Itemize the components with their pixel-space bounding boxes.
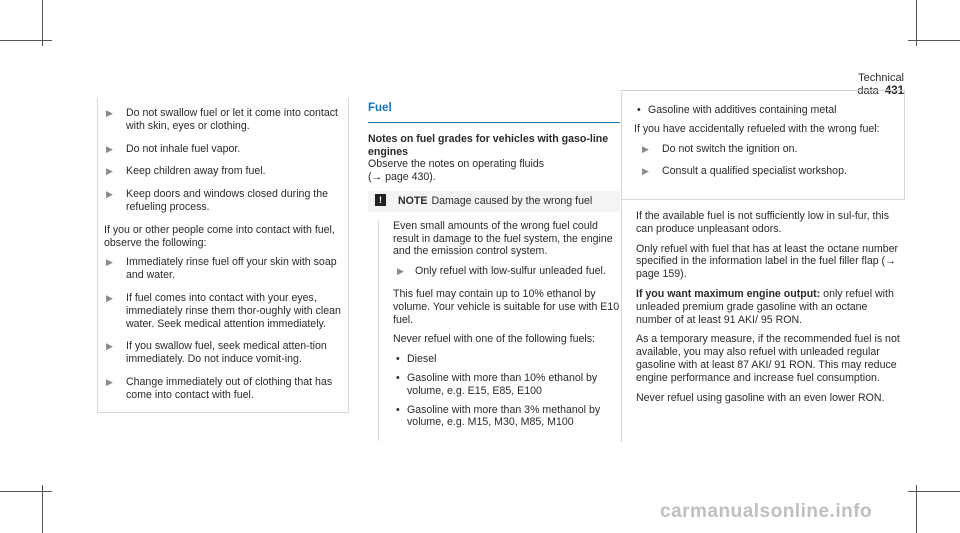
note-body: [378, 220, 620, 441]
arrow-icon: ▶: [642, 143, 649, 154]
paragraph: If the available fuel is not sufficiently low in sul-fur, this can produce unpleasant odors.: [636, 210, 890, 235]
crop-mark: [908, 40, 960, 41]
arrow-icon: ▶: [106, 166, 113, 177]
list-item: • Gasoline with additives containing metal: [637, 104, 837, 116]
note-header: [368, 191, 620, 212]
arrow-icon: ▶: [397, 266, 404, 277]
arrow-icon: ▶: [106, 341, 113, 352]
note-title: Damage caused by the wrong fuel: [431, 194, 593, 207]
crop-mark: [42, 485, 43, 533]
section-heading: Fuel: [368, 102, 392, 114]
list-item: • Gasoline with more than 3% methanol by volume, e.g. M15, M30, M85, M100: [396, 403, 601, 429]
bullet-icon: •: [396, 353, 400, 366]
paragraph: Never refuel using gasoline with an even lower RON.: [636, 391, 885, 404]
paragraph: As a temporary measure, if the recommended fuel is not available, you may also refuel with unleaded regular gasoline with at least 87 AKI/ 91 RON. This may reduce engine performance and increase fuel consumption.: [636, 333, 900, 384]
note-label: NOTE: [398, 194, 428, 207]
arrow-icon: ▶: [106, 143, 113, 154]
arrow-icon: ▶: [106, 189, 113, 200]
watermark: carmanualsonline.info: [660, 501, 873, 522]
bullet-icon: •: [396, 371, 400, 384]
page-reference[interactable]: (→ page 430).: [368, 171, 436, 184]
list-item: ▶ Only refuel with low-sulfur unleaded fuel.: [397, 265, 606, 278]
left-column: [98, 107, 346, 412]
heading-rule: [368, 122, 620, 123]
list-item: ▶ Do not swallow fuel or let it come into contact with skin, eyes or clothing.: [106, 107, 338, 132]
list-item: ▶ Keep children away from fuel.: [106, 165, 266, 178]
list-item: ▶ Change immediately out of clothing that has come into contact with fuel.: [106, 375, 333, 401]
bullet-icon: •: [637, 104, 641, 116]
crop-mark: [916, 485, 917, 533]
list-item: ▶ Immediately rinse fuel off your skin with soap and water.: [106, 256, 337, 282]
list-item: ▶ Do not inhale fuel vapor.: [106, 142, 241, 155]
paragraph: Never refuel with one of the following fuels:: [393, 333, 595, 346]
max-output-paragraph: If you want maximum engine output: only refuel with unleaded premium grade gasoline with an octane number of at least 91 AKI/ 95 RON.: [636, 287, 894, 326]
bullet-icon: •: [396, 403, 400, 416]
arrow-icon: ▶: [642, 166, 649, 177]
arrow-icon: ▶: [106, 376, 113, 387]
list-item: ▶ Keep doors and windows closed during the refueling process.: [106, 188, 329, 213]
right-column: [634, 104, 896, 188]
paragraph: If you or other people come into contact with fuel, observe the following:: [104, 223, 335, 249]
crop-mark: [908, 491, 960, 492]
paragraph: If you have accidentally refueled with the wrong fuel:: [634, 122, 880, 135]
list-item: • Diesel: [396, 353, 437, 366]
section-title: Technical: [858, 72, 904, 84]
list-item: • Gasoline with more than 10% ethanol by volume, e.g. E15, E85, E100: [396, 371, 598, 397]
list-item: ▶ Consult a qualified specialist workshop.: [642, 165, 847, 178]
list-item: ▶ If you swallow fuel, seek medical atten-tion immediately. Do not induce vomit-ing.: [106, 340, 327, 366]
list-item: ▶ If fuel comes into contact with your eyes, immediately rinse them thor-oughly with clean water. Seek medical attention immediately.: [106, 291, 341, 330]
arrow-icon: ▶: [106, 257, 113, 268]
paragraph: This fuel may contain up to 10% ethanol by volume. Your vehicle is suitable for use with E10 fuel.: [393, 287, 620, 326]
arrow-icon: ▶: [106, 108, 113, 118]
right-body: [636, 210, 904, 411]
warning-icon: !: [375, 194, 386, 206]
paragraph: Even small amounts of the wrong fuel could result in damage to the fuel system, the engine and the emission control system.: [393, 219, 613, 258]
paragraph: Only refuel with fuel that has at least the octane number specified in the information label in the fuel filler flap (→ page 159).: [636, 242, 899, 281]
middle-column: [368, 102, 620, 441]
crop-mark: [0, 40, 52, 41]
arrow-icon: ▶: [106, 292, 113, 303]
observe-text: Observe the notes on operating fluids: [368, 158, 545, 171]
max-output-label: If you want maximum engine output:: [636, 287, 821, 300]
subheading: Notes on fuel grades for vehicles with gaso-line engines: [368, 132, 609, 158]
crop-mark: [0, 491, 52, 492]
list-item: ▶ Do not switch the ignition on.: [642, 142, 798, 155]
